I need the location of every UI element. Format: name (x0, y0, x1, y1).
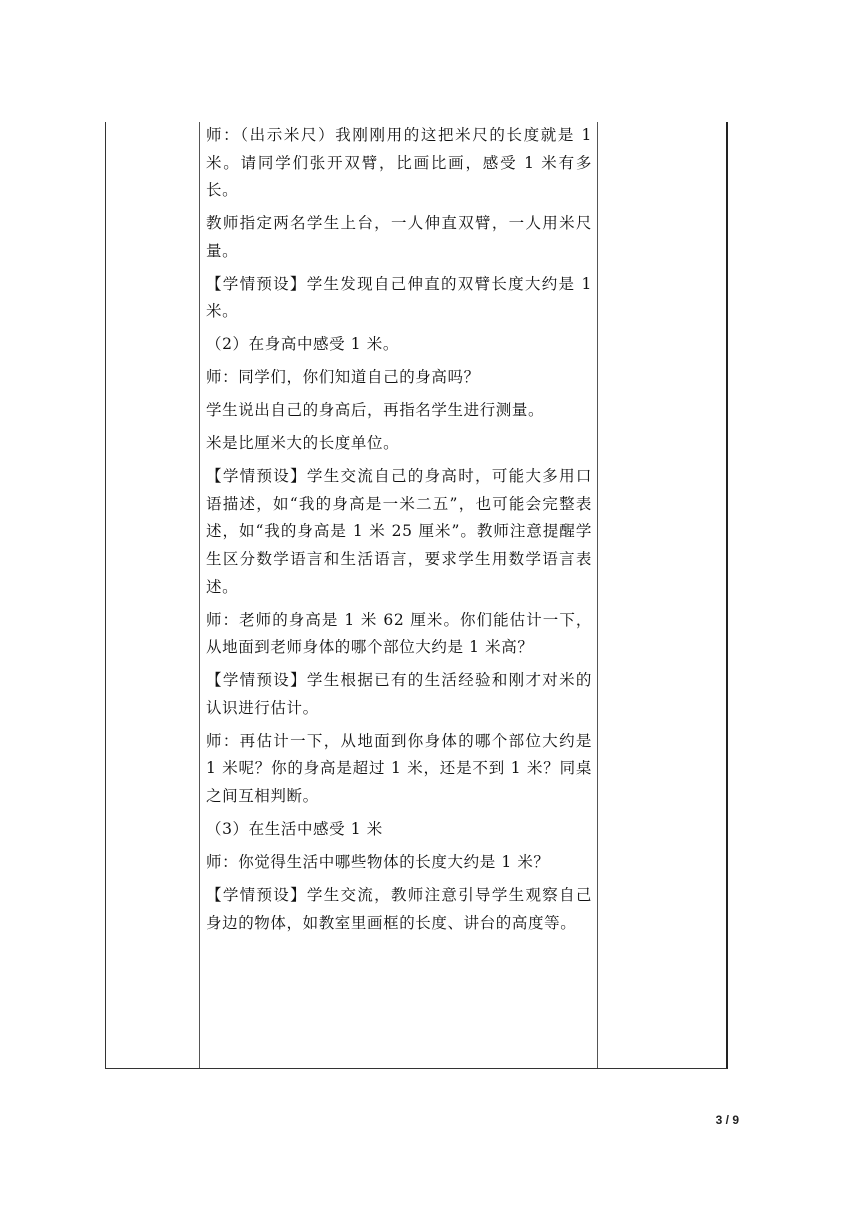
lesson-table (105, 122, 728, 1069)
paragraph: 师：（出示米尺）我刚刚用的这把米尺的长度就是 1 米。请同学们张开双臂，比画比画，感受 1 米有多长。 (206, 126, 592, 200)
paragraph: 米是比厘米大的长度单位。 (206, 434, 400, 453)
paragraph: 【学情预设】学生交流自己的身高时，可能大多用口语描述，如“我的身高是一米二五”，也可能会完整表述，如“我的身高是 1 米 25 厘米”。教师注意提醒学生区分数学语言和生活语言，要求学生用数学语言表述。 (206, 467, 592, 596)
paragraph: 师：同学们，你们知道自己的身高吗？ (206, 368, 480, 387)
paragraph: 师：你觉得生活中哪些物体的长度大约是 1 米？ (206, 852, 550, 871)
paragraph: 【学情预设】学生发现自己伸直的双臂长度大约是 1 米。 (206, 274, 592, 321)
paragraph: 【学情预设】学生交流，教师注意引导学生观察自己身边的物体，如教室里画框的长度、讲台的高度等。 (206, 885, 592, 932)
paragraph: （2）在身高中感受 1 米。 (206, 335, 399, 354)
paragraph: 师：再估计一下，从地面到你身体的哪个部位大约是 1 米呢？你的身高是超过 1 米，还是不到 1 米？同桌之间互相判断。 (206, 731, 592, 805)
paragraph: 师：老师的身高是 1 米 62 厘米。你们能估计一下，从地面到老师身体的哪个部位大约是 1 米高？ (206, 610, 592, 657)
column-divider-left (199, 122, 200, 1068)
lesson-content-cell (206, 122, 592, 943)
paragraph: （3）在生活中感受 1 米 (206, 819, 383, 838)
paragraph: 学生说出自己的身高后，再指名学生进行测量。 (206, 401, 545, 420)
column-divider-right (597, 122, 598, 1068)
paragraph: 教师指定两名学生上台，一人伸直双臂，一人用米尺量。 (206, 214, 592, 260)
page-number: 3 / 9 (715, 1113, 739, 1127)
paragraph: 【学情预设】学生根据已有的生活经验和刚才对米的认识进行估计。 (206, 671, 592, 717)
